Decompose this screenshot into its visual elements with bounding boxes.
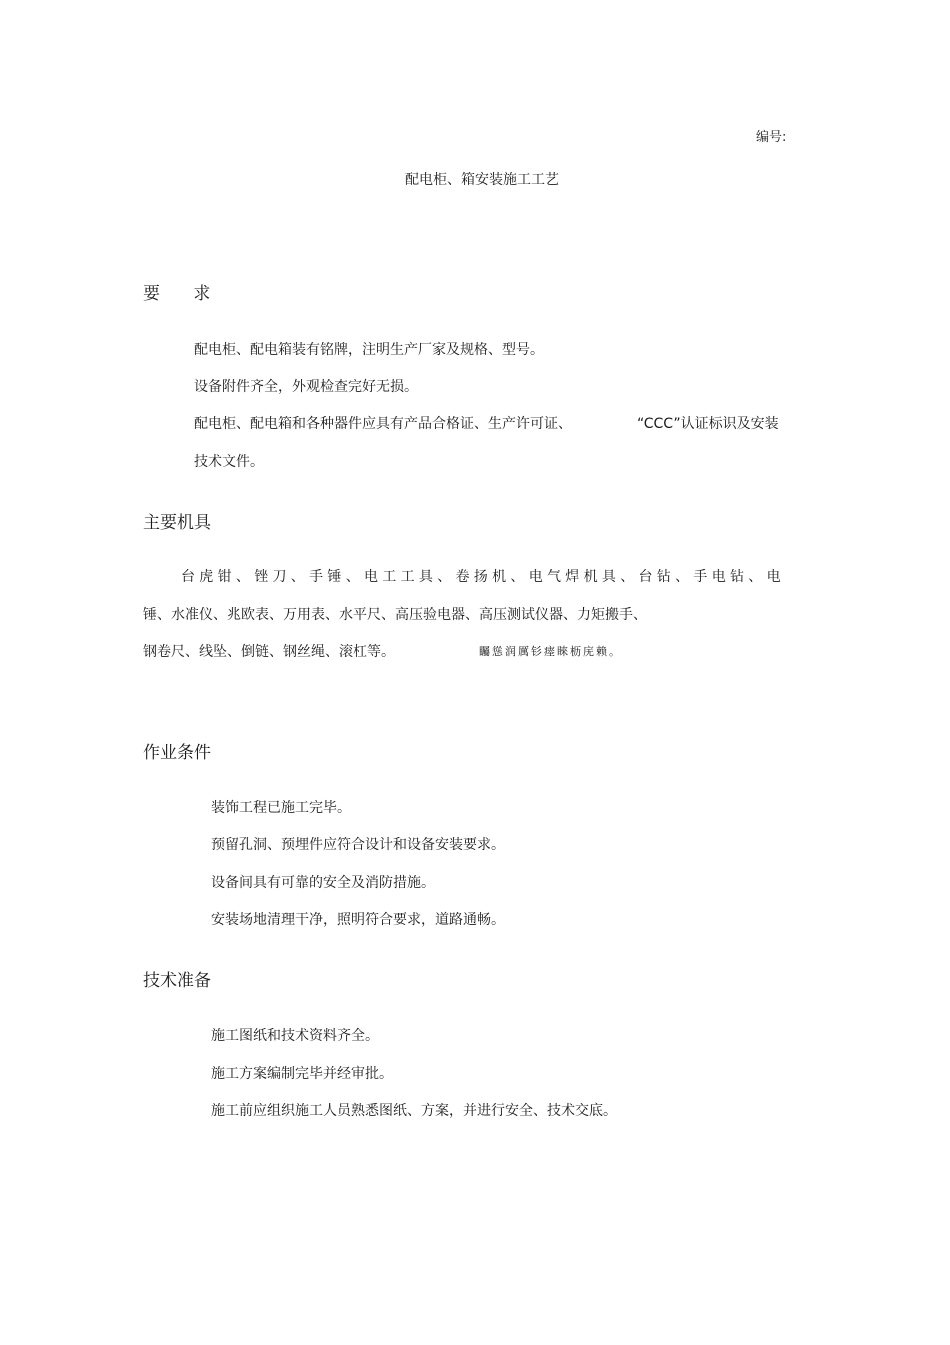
tools-line: 锤、水准仪、兆欧表、万用表、水平尺、高压验电器、高压测试仪器、力矩搬手、	[143, 607, 647, 623]
tools-line: 钢卷尺、线坠、倒链、钢丝绳、滚杠等。	[143, 644, 395, 660]
section-heading-conditions: 作业条件	[143, 743, 211, 763]
section-heading-requirements: 要 求	[143, 284, 225, 304]
technical-item: 施工前应组织施工人员熟悉图纸、方案，并进行安全、技术交底。	[211, 1103, 617, 1119]
condition-item: 安装场地清理干净，照明符合要求，道路通畅。	[211, 912, 505, 928]
document-number-label: 编号:	[756, 130, 787, 145]
tools-line: 台虎钳、锉刀、手锤、电工工具、卷扬机、电气焊机具、台钻、手电钻、电	[181, 569, 785, 585]
technical-item: 施工图纸和技术资料齐全。	[211, 1028, 379, 1044]
requirement-item: 配电柜、配电箱和各种器件应具有产品合格证、生产许可证、	[194, 416, 572, 432]
document-title: 配电柜、箱安装施工工艺	[405, 172, 559, 188]
section-heading-technical: 技术准备	[143, 971, 211, 991]
requirement-item: 设备附件齐全，外观检查完好无损。	[194, 379, 418, 395]
condition-item: 装饰工程已施工完毕。	[211, 800, 351, 816]
ccc-certification-text: “CCC”认证标识及安装	[637, 416, 779, 432]
section-heading-tools: 主要机具	[143, 513, 211, 533]
requirement-item: 技术文件。	[194, 454, 264, 470]
condition-item: 预留孔洞、预埋件应符合设计和设备安装要求。	[211, 837, 505, 853]
requirement-item: 配电柜、配电箱装有铭牌，注明生产厂家及规格、型号。	[194, 342, 544, 358]
garbled-note: 矚慫润厲钐瘗睞枥庑赖。	[479, 645, 622, 658]
technical-item: 施工方案编制完毕并经审批。	[211, 1066, 393, 1082]
condition-item: 设备间具有可靠的安全及消防措施。	[211, 875, 435, 891]
